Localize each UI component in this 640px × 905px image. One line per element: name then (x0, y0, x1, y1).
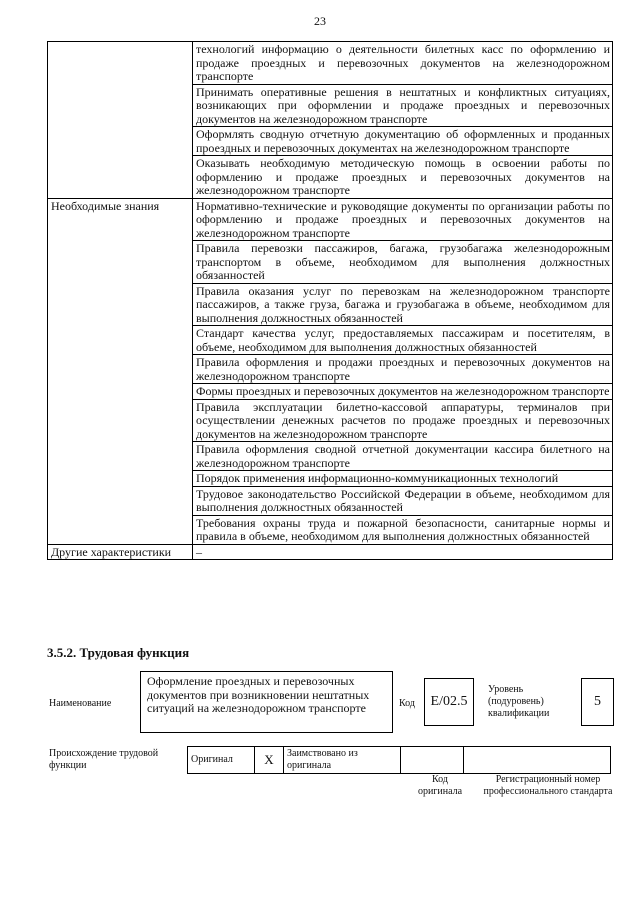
page-number: 23 (314, 14, 326, 28)
other-characteristics-label: Другие характеристики (48, 544, 193, 560)
table-cell: Оформлять сводную отчетную документацию об оформленных и проданных проездных и перевозочных документах на железнодорожном транспорте (193, 127, 613, 156)
table-cell: Требования охраны труда и пожарной безопасности, санитарные нормы и правила в объеме, необходимом для выполнения должностных обязанностей (193, 515, 613, 544)
name-label: Наименование (49, 698, 112, 709)
competency-table (47, 41, 613, 560)
knowledge-label: Необходимые знания (48, 198, 193, 544)
table-cell: Порядок применения информационно-коммуникационных технологий (193, 471, 613, 487)
origin-code-cell (401, 747, 464, 774)
origin-label: Происхождение трудовой функции (49, 748, 159, 771)
table-row (188, 747, 611, 774)
table-cell: технологий информацию о деятельности билетных касс по оформлению и продаже проездных и перевозочных документов на железнодорожном транспорте (193, 42, 613, 85)
table-cell: Правила оформления сводной отчетной документации кассира билетного на железнодорожном транспорте (193, 442, 613, 471)
level-label: Уровень (подуровень) квалификации (488, 684, 550, 719)
table-cell: Стандарт качества услуг, предоставляемых пассажирам и посетителям, в объеме, необходимом для выполнения должностных обязанностей (193, 326, 613, 355)
other-characteristics-value: – (193, 544, 613, 560)
code-value: E/02.5 (424, 678, 474, 726)
table-cell: Принимать оперативные решения в нештатных и конфликтных ситуациях, возникающих при оформлении и продаже проездных и перевозочных документов на железнодорожном транспорте (193, 84, 613, 127)
function-name-box: Оформление проездных и перевозочных документов при возникновении нештатных ситуаций на железнодорожном транспорте (140, 671, 393, 733)
table-row (48, 42, 613, 85)
table-cell: Трудовое законодательство Российской Федерации в объеме, необходимом для выполнения должностных обязанностей (193, 486, 613, 515)
original-mark: X (255, 747, 284, 774)
table-row (48, 198, 613, 241)
table-cell: Правила эксплуатации билетно-кассовой аппаратуры, терминалов при осуществлении денежных расчетов по продаже проездных и перевозочных документов на железнодорожном транспорте (193, 399, 613, 442)
code-label: Код (399, 698, 415, 709)
origin-code-caption: Код оригинала (417, 774, 463, 797)
table-cell: Формы проездных и перевозочных документов на железнодорожном транспорте (193, 384, 613, 400)
table-cell: Нормативно-технические и руководящие документы по организации работы по оформлению и продаже проездных и перевозочных документов на железнодорожном транспорте (193, 198, 613, 241)
borrowed-label: Заимствовано из оригинала (284, 747, 401, 774)
table-row (48, 544, 613, 560)
reg-number-cell (464, 747, 611, 774)
section-title: 3.5.2. Трудовая функция (47, 645, 190, 660)
original-label: Оригинал (188, 747, 255, 774)
table-cell: Правила оказания услуг по перевозкам на железнодорожном транспорте пассажиров, а также груза, багажа и грузобагажа в объеме, необходимом для выполнения должностных обязанностей (193, 283, 613, 326)
origin-table (187, 746, 611, 774)
table-cell: Оказывать необходимую методическую помощь в освоении работы по оформлению и продаже проездных и перевозочных документов на железнодорожном транспорте (193, 156, 613, 199)
level-value: 5 (581, 678, 614, 726)
table-cell: Правила оформления и продажи проездных и перевозочных документов на железнодорожном транспорте (193, 355, 613, 384)
continued-label-cell (48, 42, 193, 199)
reg-number-caption: Регистрационный номер профессионального стандарта (483, 774, 613, 797)
table-cell: Правила перевозки пассажиров, багажа, грузобагажа железнодорожным транспортом в объеме, необходимом для выполнения должностных обязанностей (193, 241, 613, 284)
